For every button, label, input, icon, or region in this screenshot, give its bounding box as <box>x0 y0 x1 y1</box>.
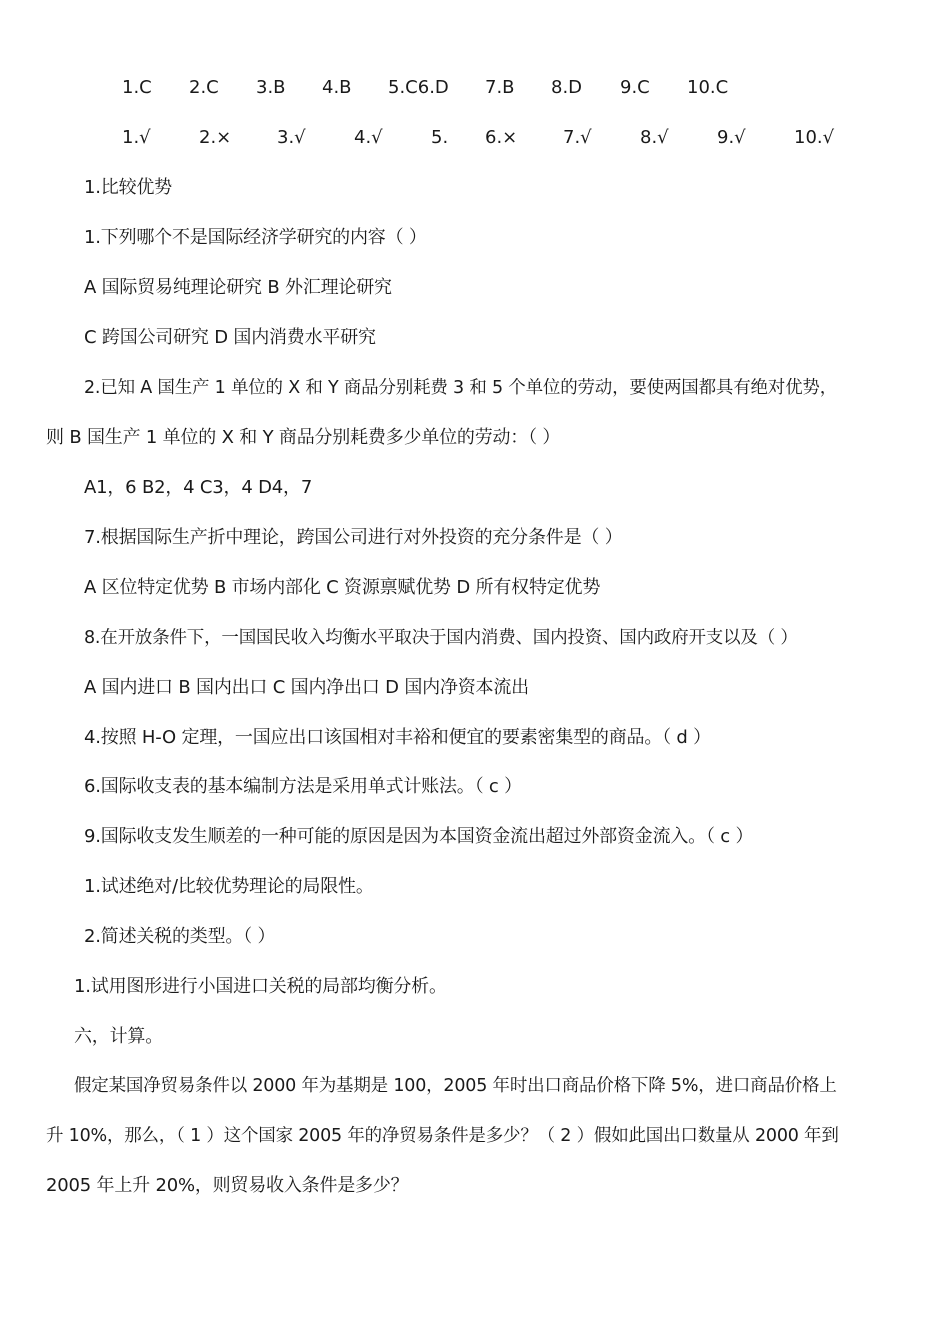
question-line: 9.国际收支发生顺差的一种可能的原因是因为本国资金流出超过外部资金流入。（ c ） <box>84 826 754 847</box>
option-line: A 国际贸易纯理论研究 B 外汇理论研究 <box>84 277 392 298</box>
question-line: 1.下列哪个不是国际经济学研究的内容（ ） <box>84 227 427 248</box>
answer-item: 6.× <box>485 127 518 148</box>
answer-item: 4.√ <box>354 127 383 148</box>
answer-item: 7.√ <box>563 127 592 148</box>
answer-item: 8.D <box>551 77 583 98</box>
choice-answer-row <box>0 76 950 100</box>
question-line: 2.已知 A 国生产 1 单位的 X 和 Y 商品分别耗费 3 和 5 个单位的劳动，要使两国都具有绝对优势， <box>84 378 837 398</box>
question-line: 2.简述关税的类型。（ ） <box>84 926 276 947</box>
question-line: 则 B 国生产 1 单位的 X 和 Y 商品分别耗费多少单位的劳动：（ ） <box>46 427 561 448</box>
option-line: C 跨国公司研究 D 国内消费水平研究 <box>84 327 376 348</box>
paragraph-line: 假定某国净贸易条件以 2000 年为基期是 100，2005 年时出口商品价格下降 5%，进口商品价格上 <box>74 1076 837 1096</box>
answer-item: 5. <box>431 127 449 148</box>
answer-item: 10.√ <box>794 127 835 148</box>
answer-item: 7.B <box>485 77 515 98</box>
answer-item: 4.B <box>322 77 352 98</box>
question-line: 6.国际收支表的基本编制方法是采用单式计账法。（ c ） <box>84 776 522 797</box>
question-line: 7.根据国际生产折中理论，跨国公司进行对外投资的充分条件是（ ） <box>84 527 623 548</box>
answer-item: 2.× <box>199 127 232 148</box>
true-false-answer-row <box>0 126 950 150</box>
answer-item: 9.C <box>620 77 650 98</box>
question-line: 8.在开放条件下，一国国民收入均衡水平取决于国内消费、国内投资、国内政府开支以及（ ） <box>84 628 798 648</box>
question-line: 1.试用图形进行小国进口关税的局部均衡分析。 <box>74 976 447 997</box>
answer-item: 10.C <box>687 77 729 98</box>
answer-item: 5.C6.D <box>388 77 449 98</box>
option-line: A 区位特定优势 B 市场内部化 C 资源禀赋优势 D 所有权特定优势 <box>84 577 601 598</box>
question-line: 4.按照 H-O 定理，一国应出口该国相对丰裕和便宜的要素密集型的商品。（ d ） <box>84 727 711 748</box>
section-heading: 六，计算。 <box>74 1026 163 1047</box>
answer-item: 2.C <box>189 77 219 98</box>
option-line: A1，6 B2，4 C3，4 D4，7 <box>84 477 313 498</box>
question-line: 1.试述绝对/比较优势理论的局限性。 <box>84 876 374 897</box>
option-line: A 国内进口 B 国内出口 C 国内净出口 D 国内净资本流出 <box>84 677 529 698</box>
answer-item: 3.√ <box>277 127 306 148</box>
answer-item: 8.√ <box>640 127 669 148</box>
text-line: 1.比较优势 <box>84 177 172 198</box>
answer-item: 9.√ <box>717 127 746 148</box>
answer-item: 1.C <box>122 77 152 98</box>
paragraph-line: 2005 年上升 20%，则贸易收入条件是多少？ <box>46 1175 409 1196</box>
answer-item: 3.B <box>256 77 286 98</box>
paragraph-line: 升 10%，那么，（ 1 ）这个国家 2005 年的净贸易条件是多少？（ 2 ）假如此国出口数量从 2000 年到 <box>46 1126 839 1146</box>
answer-item: 1.√ <box>122 127 151 148</box>
